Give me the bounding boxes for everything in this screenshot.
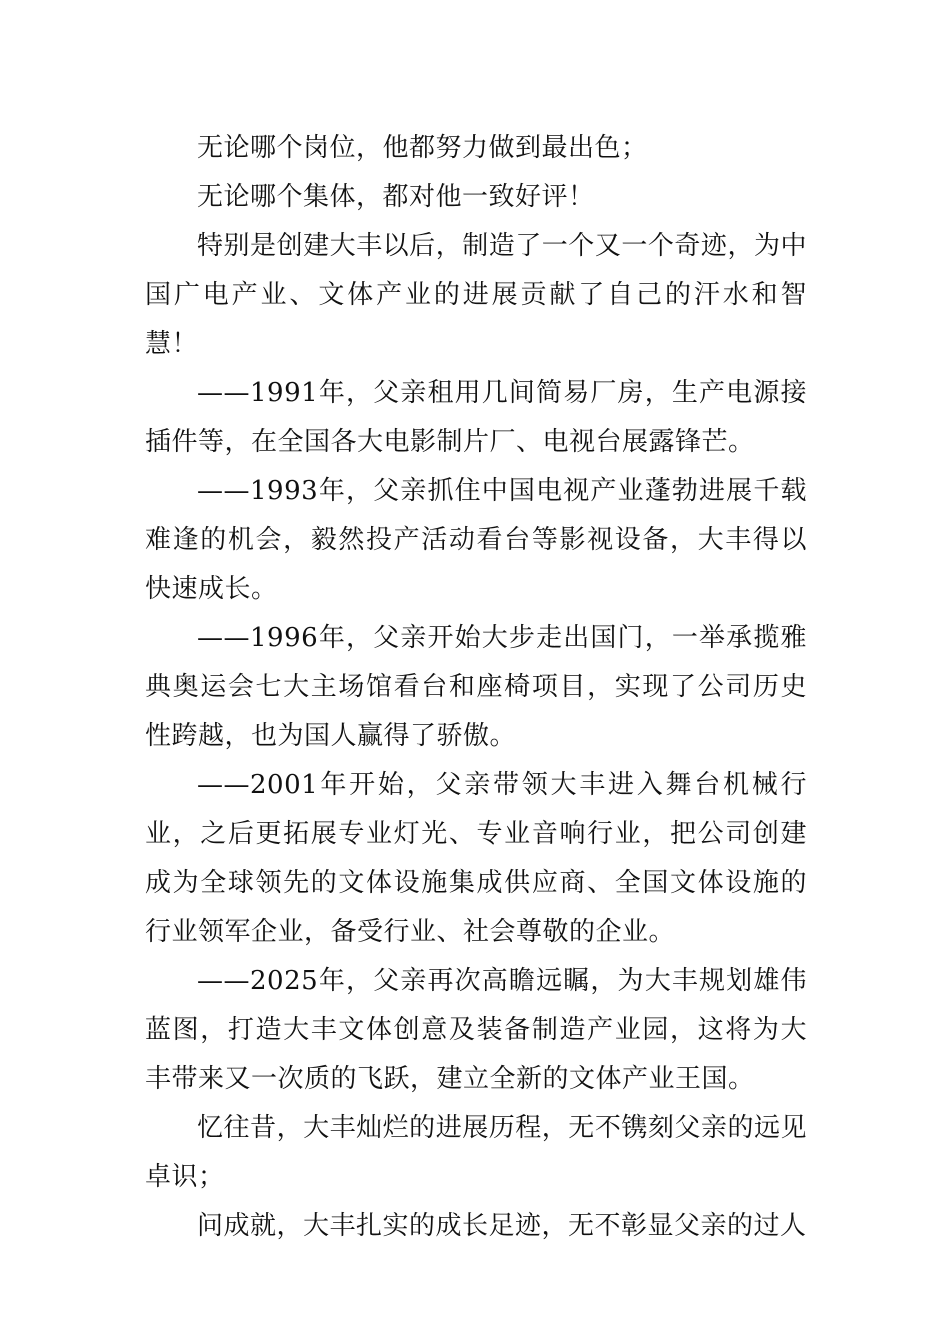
paragraph: 忆往昔，大丰灿烂的进展历程，无不镌刻父亲的远见卓识； [145,1113,807,1192]
paragraph: 无论哪个集体，都对他一致好评！ [197,182,595,212]
document-body [145,124,807,1251]
paragraph: ——2001年开始，父亲带领大丰进入舞台机械行业，之后更拓展专业灯光、专业音响行业，把公司创建成为全球领先的文体设施集成供应商、全国文体设施的行业领军企业，备受行业、社会尊敬的企业。 [145,770,807,947]
paragraph: ——1996年，父亲开始大步走出国门，一举承揽雅典奥运会七大主场馆看台和座椅项目，实现了公司历史性跨越，也为国人赢得了骄傲。 [145,623,807,751]
paragraph: 问成就，大丰扎实的成长足迹，无不彰显父亲的过人 [197,1211,807,1241]
paragraph: ——1991年，父亲租用几间简易厂房，生产电源接插件等，在全国各大电影制片厂、电视台展露锋芒。 [145,378,807,457]
paragraph: ——1993年，父亲抓住中国电视产业蓬勃进展千载难逢的机会，毅然投产活动看台等影视设备，大丰得以快速成长。 [145,476,807,604]
paragraph: 无论哪个岗位，他都努力做到最出色； [197,133,648,163]
paragraph: ——2025年，父亲再次高瞻远瞩，为大丰规划雄伟蓝图，打造大丰文体创意及装备制造产业园，这将为大丰带来又一次质的飞跃，建立全新的文体产业王国。 [145,966,807,1094]
paragraph: 特别是创建大丰以后，制造了一个又一个奇迹，为中国广电产业、文体产业的进展贡献了自己的汗水和智慧！ [145,231,807,359]
